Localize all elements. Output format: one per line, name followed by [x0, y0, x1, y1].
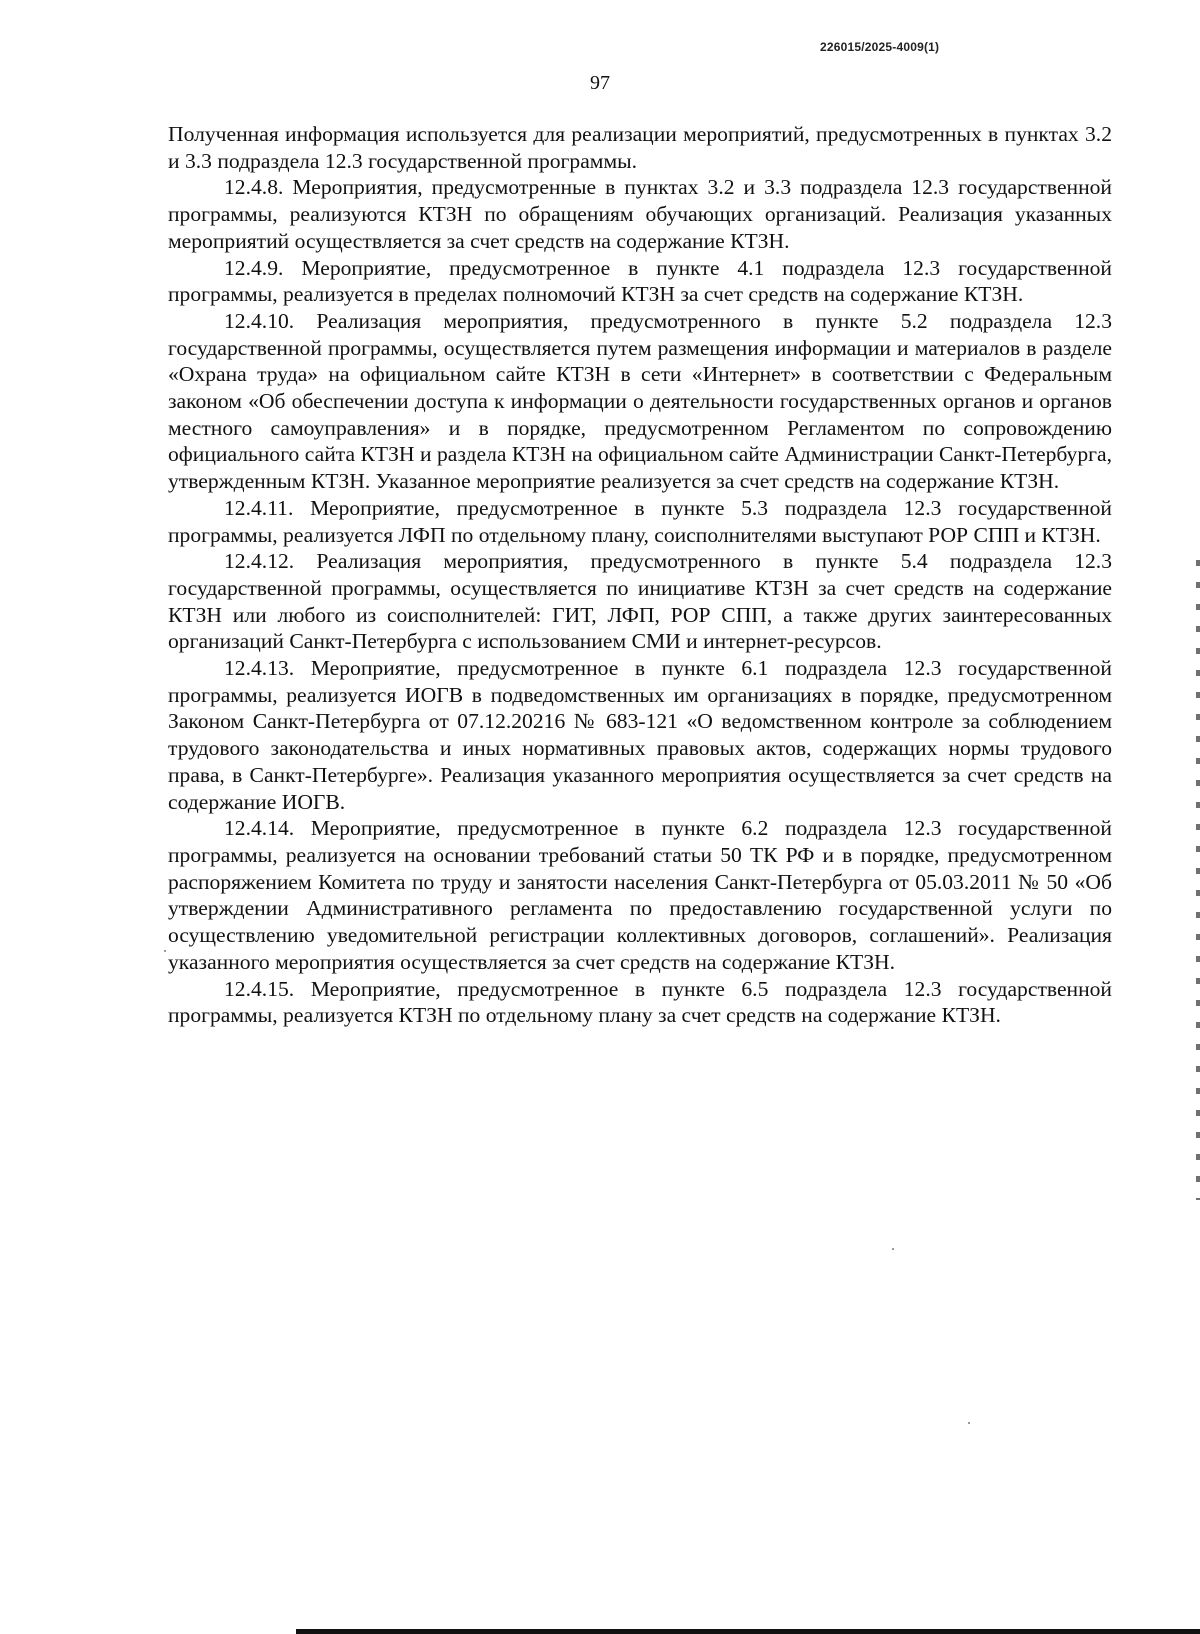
paragraph-12-4-11: 12.4.11. Мероприятие, предусмотренное в пункте 5.3 подраздела 12.3 государственной программы, реализуется ЛФП по отдельному плану, соисполнителями выступают РОР СПП и КТЗН.	[168, 495, 1112, 547]
paragraph-12-4-14: 12.4.14. Мероприятие, предусмотренное в пункте 6.2 подраздела 12.3 государственной программы, реализуется на основании требований статьи 50 ТК РФ и в порядке, предусмотренном распоряжением Комитета по труду и занятости населения Санкт-Петербурга от 05.03.2011 № 50 «Об утверждении Административного регламента по предоставлению государственной услуги по осуществлению уведомительной регистрации коллективных договоров, соглашений». Реализация указанного мероприятия осуществляется за счет средств на содержание КТЗН.	[168, 816, 1112, 974]
scan-edge-marks	[1196, 560, 1200, 1200]
paragraph-12-4-8: 12.4.8. Мероприятия, предусмотренные в пунктах 3.2 и 3.3 подраздела 12.3 государственной программы, реализуются КТЗН по обращениям обучающих организаций. Реализация указанных мероприятий осуществляется за счет средств на содержание КТЗН.	[168, 175, 1112, 253]
paragraph-12-4-12: 12.4.12. Реализация мероприятия, предусмотренного в пункте 5.4 подраздела 12.3 государственной программы, осуществляется по инициативе КТЗН за счет средств на содержание КТЗН или любого из соисполнителей: ГИТ, ЛФП, РОР СПП, а также других заинтересованных организаций Санкт-Петербурга с использованием СМИ и интернет-ресурсов.	[168, 549, 1112, 654]
paragraph-12-4-13: 12.4.13. Мероприятие, предусмотренное в пункте 6.1 подраздела 12.3 государственной программы, реализуется ИОГВ в подведомственных им организациях в порядке, предусмотренном Законом Санкт-Петербурга от 07.12.20216 № 683-121 «О ведомственном контроле за соблюдением трудового законодательства и иных нормативных правовых актов, содержащих нормы трудового права, в Санкт-Петербурге». Реализация указанного мероприятия осуществляется за счет средств на содержание ИОГВ.	[168, 656, 1112, 814]
page-number: 97	[590, 72, 610, 94]
scan-speck	[892, 1248, 894, 1250]
paragraph-12-4-15: 12.4.15. Мероприятие, предусмотренное в пункте 6.5 подраздела 12.3 государственной программы, реализуется КТЗН по отдельному плану за счет средств на содержание КТЗН.	[168, 976, 1112, 1028]
scan-bottom-edge	[296, 1629, 1200, 1634]
paragraph-12-4-9: 12.4.9. Мероприятие, предусмотренное в пункте 4.1 подраздела 12.3 государственной программы, реализуется в пределах полномочий КТЗН за счет средств на содержание КТЗН.	[168, 255, 1112, 307]
document-body	[168, 121, 1112, 1029]
scan-speck	[968, 1422, 970, 1424]
paragraph-intro: Полученная информация используется для реализации мероприятий, предусмотренных в пунктах 3.2 и 3.3 подраздела 12.3 государственной программы.	[168, 122, 1112, 173]
paragraph-12-4-10: 12.4.10. Реализация мероприятия, предусмотренного в пункте 5.2 подраздела 12.3 государственной программы, осуществляется путем размещения информации и материалов в разделе «Охрана труда» на официальном сайте КТЗН в сети «Интернет» в соответствии с Федеральным законом «Об обеспечении доступа к информации о деятельности государственных органов и органов местного самоуправления» и в порядке, предусмотренном Регламентом по сопровождению официального сайта КТЗН и раздела КТЗН на официальном сайте Администрации Санкт-Петербурга, утвержденным КТЗН. Указанное мероприятие реализуется за счет средств на содержание КТЗН.	[168, 308, 1112, 494]
scan-speck	[164, 950, 166, 952]
document-registration-number: 226015/2025-4009(1)	[820, 40, 940, 54]
